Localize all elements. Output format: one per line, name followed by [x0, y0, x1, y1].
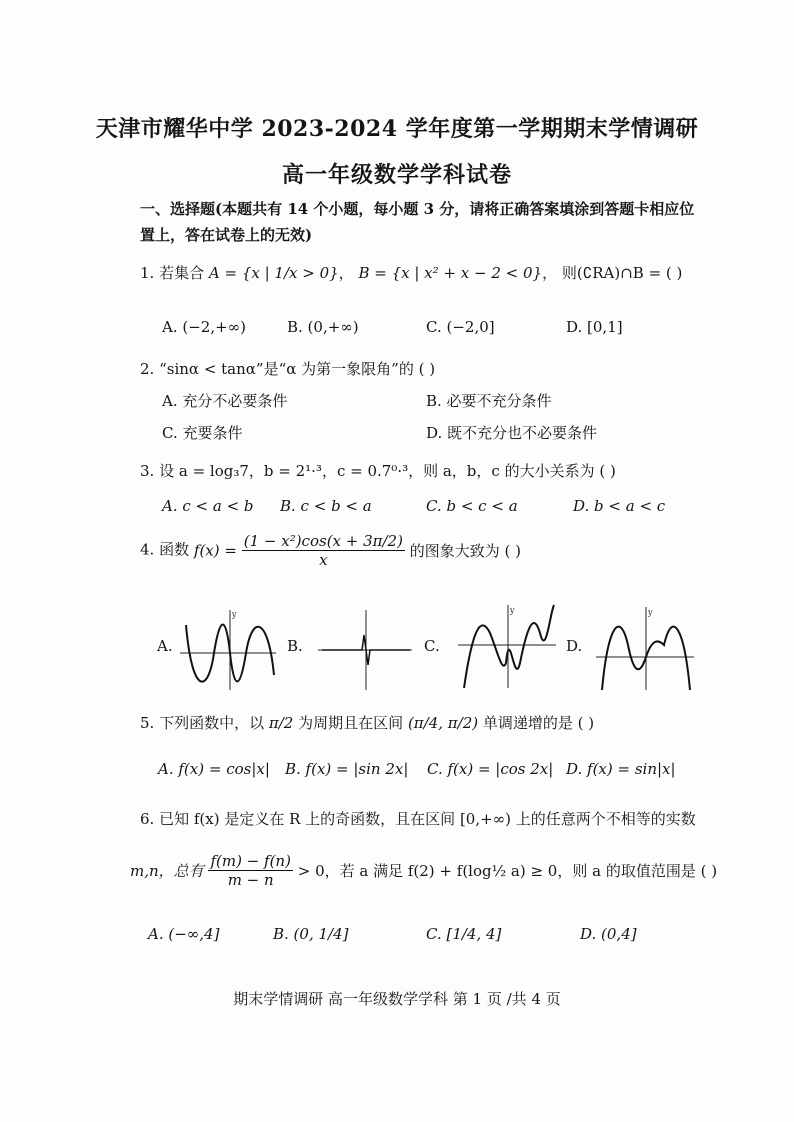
set-a: A = {x | 1/x > 0}	[208, 264, 339, 282]
ratio-fraction	[208, 852, 293, 889]
q2-option-c: C. 充要条件	[162, 424, 243, 442]
question-5	[140, 712, 594, 733]
period-value: π/2	[268, 714, 294, 732]
question-4	[140, 532, 521, 569]
question-number: 2.	[140, 360, 155, 378]
function-name: f(x) =	[193, 541, 237, 560]
q2-option-b: B. 必要不充分条件	[426, 392, 552, 410]
question-line-1: 已知 f(x) 是定义在 R 上的奇函数，且在区间 [0,+∞) 上的任意两个不相等的实数	[159, 810, 696, 828]
question-number: 6.	[140, 810, 155, 828]
set-b: B = {x | x² + x − 2 < 0}	[358, 264, 543, 282]
svg-text:y: y	[232, 610, 237, 619]
q1-option-c: C. (−2,0]	[426, 318, 495, 336]
question-ask: 的图象大致为 ( )	[409, 542, 521, 560]
question-6-line-2	[130, 852, 717, 889]
q1-option-d: D. [0,1]	[566, 318, 623, 336]
q5-option-a: A. f(x) = cos|x|	[158, 760, 270, 778]
q3-option-d: D. b < a < c	[573, 497, 666, 515]
q5-option-b: B. f(x) = |sin 2x|	[285, 760, 409, 778]
q3-option-a: A. c < a < b	[162, 497, 254, 515]
svg-text:y: y	[648, 608, 653, 617]
graph-b	[318, 605, 414, 690]
q6-option-a: A. (−∞,4]	[148, 925, 220, 943]
q5-option-c: C. f(x) = |cos 2x|	[427, 760, 554, 778]
question-stem-a: 下列函数中，以	[159, 714, 265, 732]
q2-option-a: A. 充分不必要条件	[162, 392, 288, 410]
q5-option-d: D. f(x) = sin|x|	[566, 760, 676, 778]
q6-option-d: D. (0,4]	[580, 925, 637, 943]
question-3	[140, 460, 616, 481]
exam-subtitle: 高一年级数学学科试卷	[281, 162, 512, 188]
question-1: 1. 若集合 A = {x | 1/x > 0}， B = {x | x² + x − 2 < 0}， 则(∁RA)∩B = ( )	[140, 264, 683, 282]
question-line-2b: > 0，若 a 满足 f(2) + f(log½ a) ≥ 0，则 a 的取值范围是 ( )	[297, 862, 718, 880]
graph-label-c: C.	[424, 637, 440, 655]
question-prefix: 函数	[159, 540, 190, 559]
ratio-numerator: f(m) − f(n)	[210, 852, 291, 870]
question-stem-c: 单调递增的是 ( )	[482, 714, 595, 732]
svg-text:y: y	[510, 606, 515, 615]
graph-label-b: B.	[287, 637, 303, 655]
page-footer: 期末学情调研 高一年级数学学科 第 1 页 /共 4 页	[233, 990, 561, 1008]
question-stem-b: 为周期且在区间	[298, 714, 404, 732]
interval-value: (π/4, π/2)	[407, 714, 479, 732]
q3-option-c: C. b < c < a	[426, 497, 518, 515]
question-6-line-1	[140, 808, 696, 829]
q6-option-b: B. (0, 1/4]	[273, 925, 349, 943]
section-heading: 一、选择题(本题共有 14 个小题，每小题 3 分，请将正确答案填涂到答题卡相应位置上，答在试卷上的无效)	[140, 200, 695, 244]
fraction-numerator: (1 − x²)cos(x + 3π/2)	[243, 532, 403, 550]
q2-option-d: D. 既不充分也不必要条件	[426, 424, 598, 442]
q1-option-a: A. (−2,+∞)	[162, 318, 247, 336]
graph-a	[180, 605, 280, 690]
question-number: 3.	[140, 462, 155, 480]
question-number: 4.	[140, 540, 155, 559]
function-fraction	[242, 532, 405, 569]
question-line-2a: m,n，总有	[130, 862, 204, 880]
question-stem: “sinα < tanα”是“α 为第一象限角”的 ( )	[159, 360, 436, 378]
graph-label-a: A.	[157, 637, 173, 655]
question-2	[140, 358, 435, 379]
q3-option-b: B. c < b < a	[280, 497, 372, 515]
graph-c	[458, 603, 558, 688]
graph-d	[596, 605, 696, 690]
fraction-denominator: x	[319, 551, 328, 569]
question-number: 1.	[140, 264, 155, 282]
question-stem: 设 a = log₃7，b = 2¹·³，c = 0.7⁰·³，则 a，b，c 的大小关系为 ( )	[159, 462, 616, 480]
question-number: 5.	[140, 714, 155, 732]
q6-option-c: C. [1/4, 4]	[426, 925, 502, 943]
ratio-denominator: m − n	[227, 871, 274, 889]
question-prefix: 若集合	[159, 264, 205, 282]
exam-title: 天津市耀华中学 2023-2024 学年度第一学期期末学情调研	[95, 116, 699, 142]
graph-label-d: D.	[566, 637, 583, 655]
question-ask: 则(∁RA)∩B = ( )	[561, 264, 683, 282]
q1-option-b: B. (0,+∞)	[287, 318, 359, 336]
